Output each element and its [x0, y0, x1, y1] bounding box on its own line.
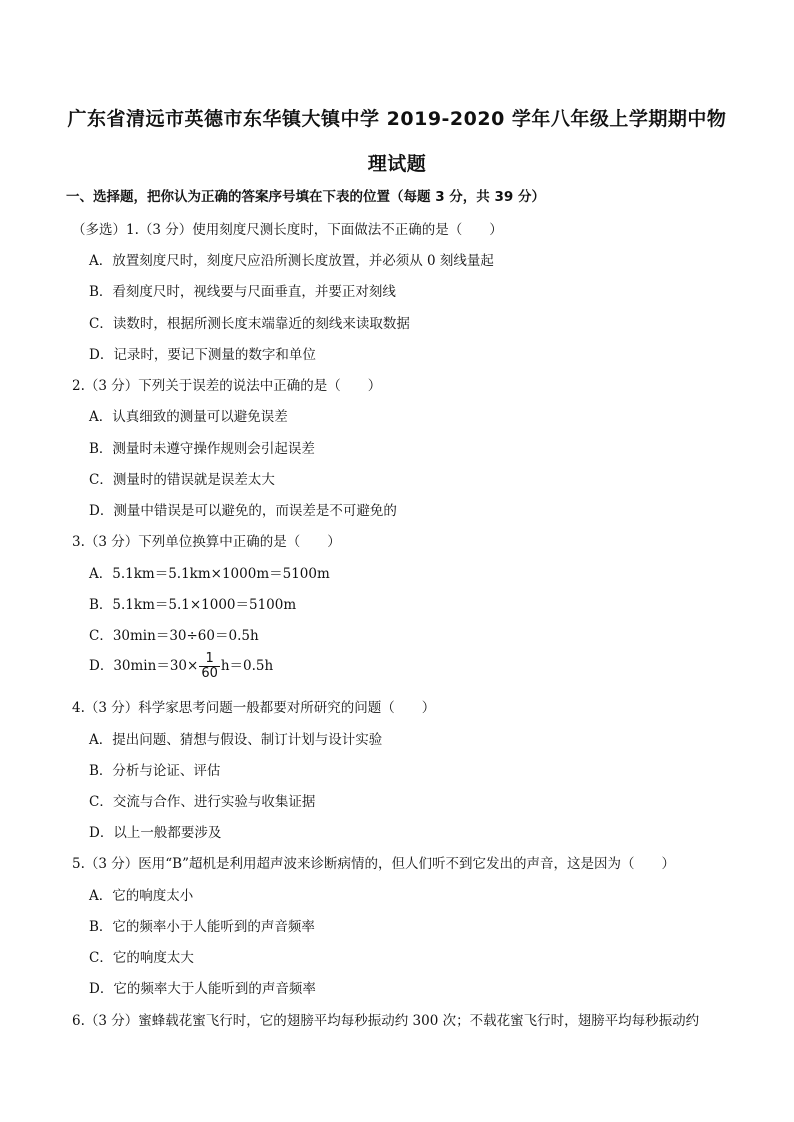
question-3-option-b: B．5.1km＝5.1×1000＝5100m — [89, 597, 297, 613]
question-5-option-a: A．它的响度太小 — [89, 888, 194, 904]
question-2-option-d: D．测量中错误是可以避免的，而误差是不可避免的 — [89, 503, 397, 519]
question-3-option-c: C．30min＝30÷60＝0.5h — [89, 628, 259, 644]
section-heading: 一、选择题，把你认为正确的答案序号填在下表的位置（每题 3 分，共 39 分） — [66, 189, 545, 205]
question-1-option-d: D．记录时，要记下测量的数字和单位 — [89, 347, 316, 363]
question-2-stem: 2.（3 分）下列关于误差的说法中正确的是（ ） — [72, 378, 382, 394]
fraction-denominator: 60 — [201, 666, 218, 681]
question-1-option-b: B．看刻度尺时，视线要与尺面垂直，并要正对刻线 — [89, 284, 396, 300]
question-2-option-b: B．测量时未遵守操作规则会引起误差 — [89, 441, 315, 457]
question-6-stem: 6.（3 分）蜜蜂载花蜜飞行时，它的翅膀平均每秒振动约 300 次；不载花蜜飞行时，翅膀平均每秒振动约 — [72, 1013, 700, 1029]
question-4-option-a: A．提出问题、猜想与假设、制订计划与设计实验 — [89, 732, 383, 748]
question-5-option-c: C．它的响度太大 — [89, 950, 194, 966]
question-2-option-a: A．认真细致的测量可以避免误差 — [89, 409, 288, 425]
question-3-option-a: A．5.1km＝5.1km×1000m＝5100m — [89, 566, 330, 582]
question-4-stem: 4.（3 分）科学家思考问题一般都要对所研究的问题（ ） — [72, 700, 436, 716]
document-title-line-1: 广东省清远市英德市东华镇大镇中学 2019-2020 学年八年级上学期期中物 — [67, 108, 727, 130]
fraction — [199, 652, 220, 681]
document-title-line-2: 理试题 — [367, 153, 427, 175]
question-2-option-c: C．测量时的错误就是误差太大 — [89, 472, 275, 488]
question-5-option-b: B．它的频率小于人能听到的声音频率 — [89, 919, 315, 935]
question-1-stem: （多选）1.（3 分）使用刻度尺测长度时，下面做法不正确的是（ ） — [72, 222, 503, 238]
question-3-stem: 3.（3 分）下列单位换算中正确的是（ ） — [72, 534, 341, 550]
question-1-option-a: A．放置刻度尺时，刻度尺应沿所测长度放置，并必须从 0 刻线量起 — [89, 253, 494, 269]
question-1-option-c: C．读数时，根据所测长度末端靠近的刻线来读取数据 — [89, 316, 410, 332]
option-d-prefix: D．30min＝30× — [89, 658, 199, 674]
option-d-suffix: h＝0.5h — [220, 658, 274, 674]
question-4-option-c: C．交流与合作、进行实验与收集证据 — [89, 794, 316, 810]
question-4-option-b: B．分析与论证、评估 — [89, 763, 221, 779]
question-5-stem: 5.（3 分）医用“B”超机是利用超声波来诊断病情的，但人们听不到它发出的声音，这是因为（ ） — [72, 856, 675, 872]
question-5-option-d: D．它的频率大于人能听到的声音频率 — [89, 981, 316, 997]
fraction-numerator: 1 — [199, 652, 220, 667]
question-3-option-d — [89, 652, 273, 681]
question-4-option-d: D．以上一般都要涉及 — [89, 825, 222, 841]
